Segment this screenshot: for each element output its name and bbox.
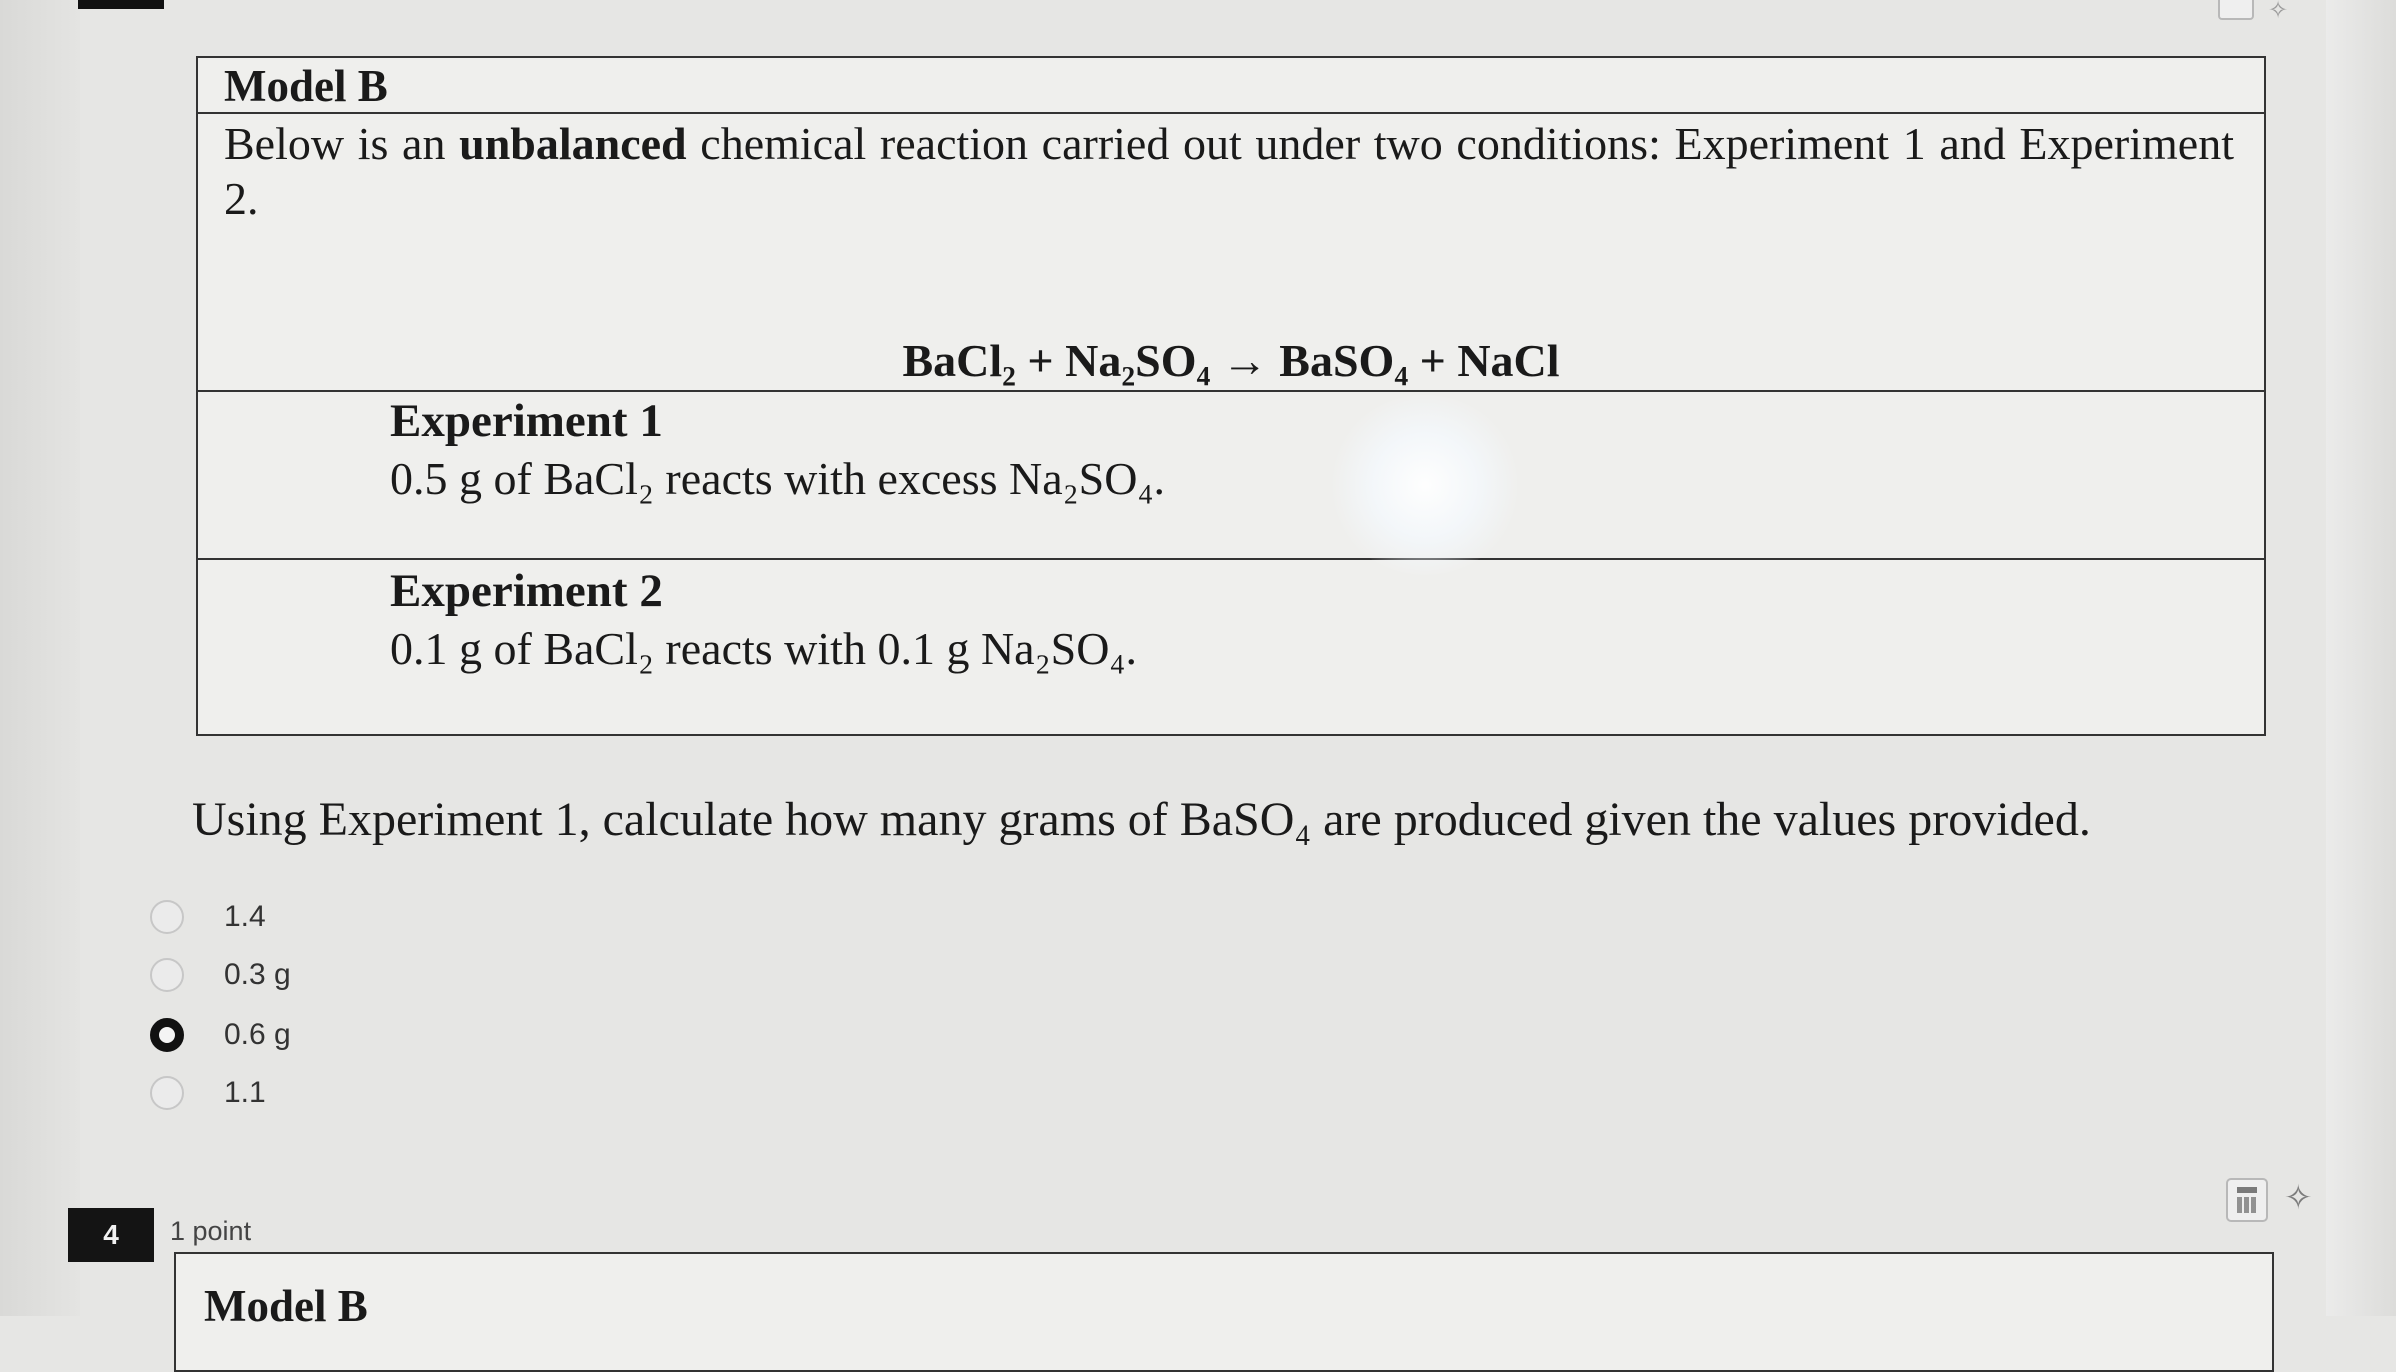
radio-button[interactable] <box>150 900 184 934</box>
question-prompt: Using Experiment 1, calculate how many grams of BaSO₄ are produced given the values provided. <box>192 793 2091 846</box>
intro-text-start: Below is an <box>224 118 460 169</box>
intro-text-end: chemical reaction carried out under two conditions: Experiment 1 and Experiment 2. <box>224 118 2234 224</box>
model-intro <box>224 116 2234 226</box>
experiment1-title: Experiment 1 <box>390 395 663 447</box>
model-title-row <box>198 58 2264 114</box>
radio-button[interactable] <box>150 958 184 992</box>
answer-option[interactable] <box>150 1013 291 1057</box>
option-label[interactable]: 0.6 g <box>224 1018 291 1051</box>
experiment2-text: 0.1 g of BaCl₂ reacts with 0.1 g Na₂SO₄. <box>390 623 1137 674</box>
previous-question-tab <box>78 0 164 9</box>
screen-glare <box>1330 395 1520 575</box>
calculator-icon[interactable] <box>2226 1178 2268 1222</box>
points-label: 1 point <box>170 1216 252 1246</box>
answer-option[interactable] <box>150 895 266 939</box>
answer-option[interactable] <box>150 1071 266 1115</box>
chemical-equation: BaCl₂ + Na₂SO₄ → BaSO₄ + NaCl <box>902 335 1560 386</box>
option-label[interactable]: 1.4 <box>224 900 266 933</box>
question-number-badge: 4 <box>68 1208 154 1262</box>
next-model-title: Model B <box>204 1281 368 1331</box>
pin-icon[interactable]: ✧ <box>2268 0 2289 24</box>
experiment2-title: Experiment 2 <box>390 565 663 617</box>
next-model-box <box>174 1252 2274 1372</box>
row-divider <box>198 390 2264 392</box>
option-label[interactable]: 1.1 <box>224 1076 266 1109</box>
answer-option[interactable] <box>150 953 291 997</box>
model-box <box>196 56 2266 736</box>
option-label[interactable]: 0.3 g <box>224 958 291 991</box>
page-margin-right <box>2326 0 2396 1316</box>
pin-icon[interactable]: ✧ <box>2284 1179 2313 1217</box>
row-divider <box>198 558 2264 560</box>
model-title: Model B <box>224 61 388 111</box>
calculator-icon[interactable] <box>2218 0 2254 20</box>
experiment1-text: 0.5 g of BaCl₂ reacts with excess Na₂SO₄. <box>390 453 1166 504</box>
radio-button[interactable] <box>150 1076 184 1110</box>
page-margin-left <box>0 0 80 1316</box>
radio-button-selected[interactable] <box>150 1018 184 1052</box>
intro-bold-word: unbalanced <box>459 118 687 169</box>
